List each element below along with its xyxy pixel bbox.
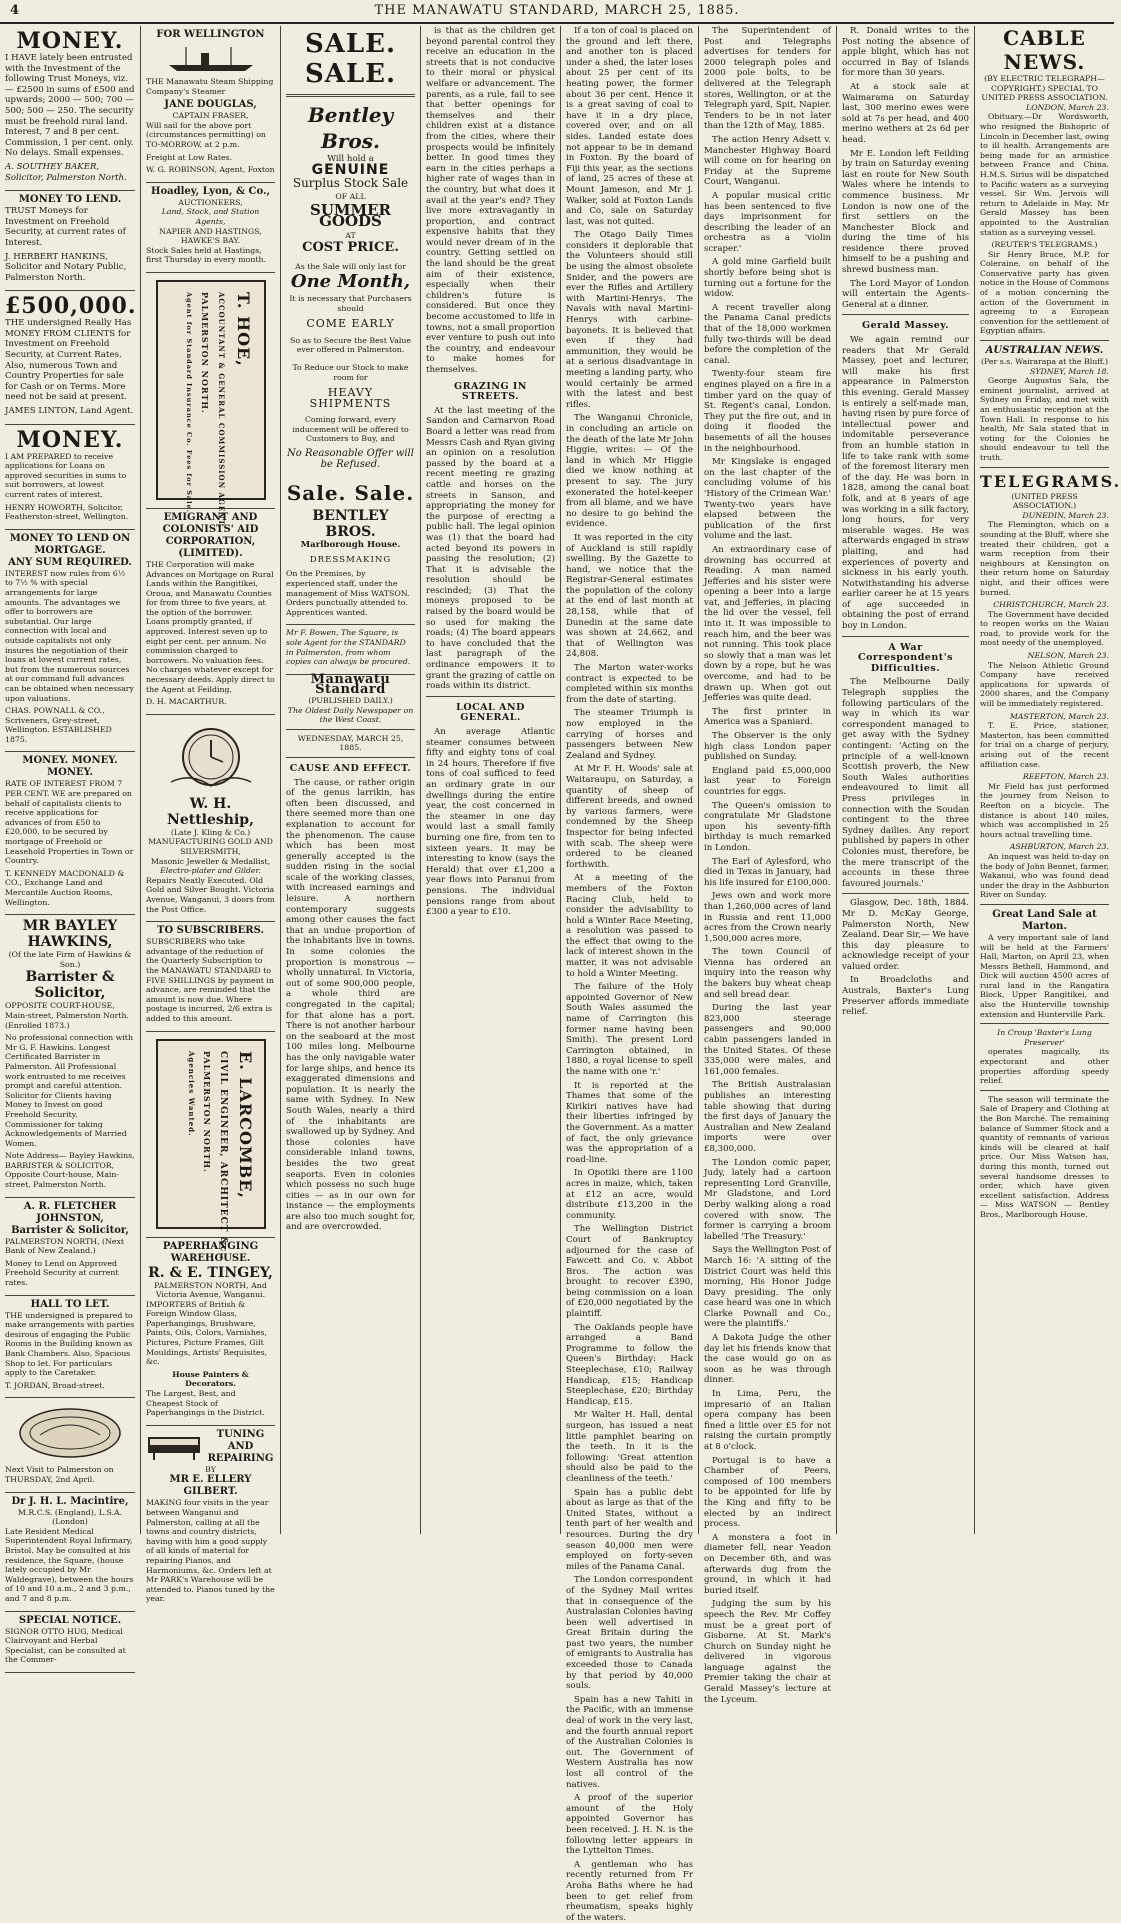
cause-continued: is that as the children get beyond parental control they receive an education in the streets that is not conducive to their moral or physical welfare or advancement. The parents, as a rule, fail to see that better openings for themselves and their children exist at a distance from the cities, where their prospects would be infinitely better. In good times they earn in the cities perhaps a higher rate of wages than in the country, but what does it avail at the year's end? They live more extravagantly in proportion, and contract expensive habits that they would never dream of in the country. Getting settled on the land should be the great aim of their existence, especially when their children's future is considered. But once they become accustomed to life in towns, not a small proportion ever venture to push out into the country, and endeavour to make homes for themselves.	[426, 26, 555, 375]
ship-captain: CAPTAIN FRASER,	[172, 111, 249, 121]
aus-title: AUSTRALIAN NEWS.	[985, 345, 1104, 357]
dentist-illustration	[15, 1405, 125, 1461]
nettleship-sub: (Late J. Kling & Co.)	[170, 827, 251, 837]
croup-body: operates magically, its expectorant and other properties affording speedy relief.	[980, 1047, 1109, 1086]
news-item-33: Jews own and work more than 1,260,000 acres of land in Russia and rent 11,000 acres from the Crown nearly 1,500,000 acres more.	[704, 891, 831, 944]
hawkins-sub: (Of the late Firm of Hawkins & Son.)	[8, 950, 132, 969]
news-item-30: England paid £5,000,000 last year to Foreign countries for eggs.	[704, 765, 831, 797]
johnston-address: PALMERSTON NORTH, (Next Bank of New Zealand.)	[5, 1236, 125, 1256]
news-item-48: Glasgow, Dec. 18th, 1884. Mr D. McKay George, Palmerston North, New Zealand. Dear Sir,— We have this day pleasure to acknowledge receipt of your valued order.	[842, 898, 969, 972]
subscribers-title: TO SUBSCRIBERS.	[157, 925, 264, 937]
local-body: An average Atlantic steamer consumes between fifty and eighty tons of coal in 24 hours. Therefore if five tons of coal sufficed to feed an ordinary grate in our dwellings during the entire year, the cost concerned in the steamer in one day would last a small family burning one fire, from ten to sixteen years. It may be interesting to know (says the Herald) that over £1,200 a year flows into Paranui from pensions. The individual pensions range from about £300 a year to £10.	[426, 727, 555, 918]
hall-body: THE undersigned is prepared to make arrangements with parties desirous of engaging the Public Rooms in the Building known as Bank Chambers. Also, Spacious Shop to let. For particulars apply to the Caretaker.	[5, 1310, 135, 1378]
last-for: As the Sale will only last for	[295, 261, 406, 271]
coming: Coming forward, every inducement will be offered to Customers to Buy, and	[292, 415, 409, 444]
ship-freight: Freight at Low Rates.	[146, 152, 233, 162]
hall-signature: T. JORDAN, Broad-street.	[5, 1380, 105, 1390]
ship-body: THE Manawatu Steam Shipping Company's Steamer	[146, 77, 274, 96]
news-item-8: At a meeting of the members of the Foxton Racing Club, held to consider the advisability to hold a Winter Race Meeting, a resolution was passed to the effect that owing to the lack of interest shown in the matter, it was not advisable to hold a Winter Meeting.	[566, 873, 693, 979]
news-item-26: Mr Kingslake is engaged on the last chapter of the concluding volume of his 'History of the Crimean War.' Twenty-two years have elapsed between the publication of the first volume and the last.	[704, 457, 831, 542]
nettleship-role3: Electro-plater and Gilder.	[160, 866, 261, 876]
news-item-4: It was reported in the city of Auckland is still rapidly swelling. By the Gazette to hand, we notice that the Registrar-General estimates the population of the colony at the end of last month at 28,158, while that of Dunedin at the same date was shown at 24,662, and that of Wellington was 24,808.	[566, 532, 693, 660]
surplus-label: Surplus Stock Sale	[292, 176, 409, 191]
news-item-22: A popular musical critic has been sentenced to five days imprisonment for describing the leader of an orchestra as a 'violin scraper.'	[704, 190, 831, 254]
at-label: AT	[345, 230, 356, 240]
tingey-address: PALMERSTON NORTH, And Victoria Avenue, Wanganui.	[154, 1280, 267, 1300]
news-item-40: In Lima, Peru, the impresario of an Italian opera company has been fined a little over £5 for not raising the curtain promptly at 8 o'clock.	[704, 1389, 831, 1452]
news-item-44: R. Donald writes to the Post noting the absence of apple blight, which has not occurred in Bay of Islands for more than 30 years.	[842, 26, 969, 79]
nelson-body: The Nelson Athletic Ground Company have received applications for upwards of 2000 shares, and the Company will be immediately registered.	[980, 660, 1109, 709]
money2-body: I AM PREPARED to receive applications for Loans on approved securities in sums to suit borrowers, at lowest current rates of interest.	[5, 451, 127, 499]
news-item-36: The British Australasian publishes an interesting table showing that during the first days of January the Australian and New Zealand imports were over £8,300,000.	[704, 1080, 831, 1154]
hoadley-sub: Land, Stock, and Station Agents,	[161, 207, 260, 226]
news-item-45: At a stock sale at Waimarama on Saturday last, 300 merino ewes were sold at 7s per head, and 400 merino wethers at 2s 6d per head.	[842, 81, 969, 145]
sydney-body: George Augustus Sala, the eminent journalist, arrived at Sydney on Friday, and met with an enthusiastic reception at the Town Hall. In response to his health, Mr Sala stated that in voting for the Colonies he should endeavour to tell the truth.	[980, 376, 1109, 462]
paper-name: Manawatu Standard	[310, 671, 391, 698]
reuter-body: Sir Henry Bruce, M.P. for Coleraine, on behalf of the Conservative party has given notice in the House of Commons of a motion concerning the action of the Government in agreeing to a European convention for the settlement of Egyptian affairs.	[980, 249, 1109, 336]
news-item-3: The Wanganui Chronicle, in concluding an article on the death of the late Mr John Higgie, writes: — Of the land in which Mr Higgie died we know nothing at present to say. The jury exonerated the hotel-keeper from all blame, and we have no desire to go behind the evidence.	[566, 413, 693, 530]
gilbert-ad	[146, 1426, 275, 1611]
sydney-dateline: SYDNEY, March 18.	[1030, 366, 1109, 376]
published: (PUBLISHED DAILY.)	[308, 695, 393, 705]
bentley-sale-ad	[286, 26, 415, 625]
column-1	[0, 26, 140, 1665]
oldest: The Oldest Daily Newspaper on the West Coast.	[287, 705, 414, 725]
hoadley-role: AUCTIONEERS,	[178, 197, 243, 207]
hoe-card-name: T. HOE,	[233, 291, 253, 367]
anysum-signature: CHAS. POWNALL & CO., Scriveners, Grey-street, Wellington. ESTABLISHED 1875.	[5, 706, 112, 744]
dressmaking: DRESSMAKING	[309, 554, 392, 565]
hoe-card-address: PALMERSTON NORTH.	[199, 291, 210, 414]
news-item-11: In Opotiki there are 1100 acres in maize, which, taken at £12 an acre, would distribute £13,200 in the community.	[566, 1168, 693, 1221]
ashburton-body: An inquest was held to-day on the body of John Bennet, farmer, Wakanui, who was found dead under the dray in the Ashburton River on Sunday.	[980, 851, 1109, 900]
agent-note-text: Mr F. Bowen, The Square, is sole Agent for the STANDARD in Palmerston, from whom copies can always be procured.	[286, 628, 411, 667]
no-offer: No Reasonable Offer will be Refused.	[287, 448, 414, 470]
genuine-label: GENUINE	[311, 161, 390, 178]
news-item-39: A Dakota Judge the other day let his friends know that the case would go on as soon as he was through dinner.	[704, 1333, 831, 1386]
news-item-25: Twenty-four steam fire engines played on a fire in a timber yard on the quay of St. Regent's canal, London. They put the fire out, and in doing it flooded the basements of all the houses in the neighbourhood.	[704, 369, 831, 454]
marlborough: Marlborough House.	[300, 540, 401, 551]
hoe-card-extra: Agent for Standard Insurance Co. Fees for Sale.	[184, 291, 193, 513]
mcintire-title: Dr J. H. L. Macintire,	[11, 1495, 129, 1507]
paper-title: PAPERHANGING	[162, 1240, 259, 1252]
money2-signature: HENRY HOWORTH, Solicitor, Featherston-street, Wellington.	[5, 502, 129, 522]
gilbert-body: MAKING four visits in the year between Wanganui and Palmerston, calling at all the towns and country districts, having with him a good supply of all kinds of material for repairing Pianos, and Harmoniums, &c. Orders left at Mr PARK's Warehouse will be attended to. Pianos tuned by the year.	[146, 1498, 275, 1604]
ship-sail: Will sail for the above port (circumstances permitting) on TO-MORROW, at 2 p.m.	[146, 120, 266, 149]
mcintire-sub: M.R.C.S. (England), L.S.A. (London)	[17, 1507, 123, 1527]
reduce: To Reduce our Stock to make room for	[292, 362, 409, 382]
subscribers-ad	[146, 922, 275, 1031]
massey-body: We again remind our readers that Mr Gerald Massey, poet and lecturer, will make his first appearance in Palmerston this evening. Gerald Massey is entirely a self-made man, having risen by pure force of intellectual power and indomitable perseverance from an humble station in life to take rank with some of the foremost literary men of the day. He was born in 1828, among the canal boat folk, and at 8 years of age was working in a silk factory, long hours, for very miserable wages. He was afterwards engaged in straw plaiting, and had experiences of poverty and sickness in his early youth. Notwithstanding his adverse earlier career he at 15 years of age succeeded in obtaining the post of errand boy in London.	[842, 335, 969, 632]
news-item-34: The town Council of Vienna has ordered an inquiry into the reason why the bakers buy wheat cheap and sell bread dear.	[704, 947, 831, 1000]
subscribers-body: SUBSCRIBERS who take advantage of the reduction of the Quarterly Subscription to the MANAWATU STANDARD to FIVE SHILLINGS by payment in advance, are reminded that the amount is now due. Where postage is incurred, 2/6 extra is added to this amount.	[146, 937, 274, 1023]
one-month: One Month,	[290, 271, 411, 293]
mcintire-ad	[5, 1493, 135, 1612]
tuning-title: TUNING AND REPAIRING	[207, 1428, 274, 1464]
ship-signature: W. G. ROBINSON, Agent, Foxton	[146, 165, 275, 175]
grazing-body: At the last meeting of the Sandon and Carnarvon Road Board a letter was read from Messrs Cash and Ryan giving an opinion on a resolution passed by the board at a recent meeting re grazing cattle and horses on the streets in Sanson, and appropriating the money for the purpose of erecting a public hall. The legal opinion was (1) that the board had acted beyond its powers in passing the resolution; (2) That it is advisable the resolution should be rescinded; (3) That the moneys proposed to be raised by the board would be so used for making the roads; (4) The board appears to have concluded that the last paragraph of the ordinance empowers it to grant the grazing of cattle on roads within its district.	[426, 405, 555, 692]
tingey-ad	[146, 1238, 275, 1426]
mcintire-body: Late Resident Medical Superintendent Royal Infirmary, Bristol. May be consulted at his residence, the Square, (house lately occupied by Mr Waldegrave), between the hours of 10 and 10 a.m., 2 and 3 p.m., and 7 and 8 p.m.	[5, 1526, 134, 1603]
dunedin-dateline: DUNEDIN, March 23.	[1022, 510, 1109, 520]
dunedin-body: The Flemington, which on a sounding at the Bluff, where she treated their children, got a warm reception from their neighbours at Kensington on their return home on Saturday night, and their offices were burned.	[980, 520, 1109, 597]
sale-title: SALE. SALE.	[304, 29, 397, 89]
news-item-32: The Earl of Aylesford, who died in Texas in January, had his life insured for £100,000.	[704, 856, 831, 888]
johnston-ad	[5, 1198, 135, 1296]
tingey-house: House Painters & Decorators.	[172, 1369, 249, 1389]
cause-title: CAUSE AND EFFECT.	[289, 762, 412, 774]
money-body: I HAVE lately been entrusted with the Investment of the following Trust Moneys, viz.— £2500 in sums of £500 and upwards; 2000 — 500; 700 — 500; 500 — 250. The security must be freehold rural land. Interest, 7 and 8 per cent. Commission, 1 per cent. only. No delays. Small expenses.	[5, 53, 135, 159]
column-4	[420, 26, 560, 1534]
mmm-signature: T. KENNEDY MACDONALD & CO., Exchange Land and Mercantile Auction Rooms, Wellington.	[5, 868, 125, 907]
telegrams-title: TELEGRAMS.	[980, 471, 1121, 491]
larcombe-card-role: CIVIL ENGINEER, ARCHITECT &c.,	[217, 1050, 228, 1260]
bon-marche-notice: The season will terminate the Sale of Drapery and Clothing at the Bon Marché. The remaining balance of Summer Stock and a quantity of remnants of various kinds will be cleared at half price. Our Miss Watson has, during this month, turned out several handsome dresses to order, which have given excellent satisfaction. Address — Miss WATSON — Bentley Bros., Marlborough House.	[980, 1094, 1109, 1219]
news-item-10: It is reported at the Thames that some of the Kirikiri natives have had their liberties infringed by the Government. As a matter of fact, the only grievance was the appropriation of a road-line.	[566, 1080, 693, 1165]
special-ad	[5, 1612, 135, 1673]
column-6	[698, 26, 836, 1705]
news-item-7: At Mr F. H. Woods' sale at Waitaraupu, on Saturday, a quantity of sheep of different breeds, and owned by various farmers, were condemned by the Sheep Inspector for being infected with scab. The sheep were ordered to be cleaned forthwith.	[566, 764, 693, 870]
paper-sub: WAREHOUSE.	[170, 1252, 251, 1264]
money-signature: A. SOUTHEY BAKER, Solicitor, Palmerston North.	[5, 161, 127, 183]
necessary: It is necessary that Purchasers should	[289, 293, 412, 313]
mortgage-title: MONEY TO LEND ON MORTGAGE.	[9, 532, 131, 556]
emigrant-signature: D. H. MACARTHUR.	[146, 697, 227, 707]
news-item-35: During the last year 823,000 steerage passengers and 90,000 cabin passengers landed in the United States. Of these 335,000 were males, and 161,000 females.	[704, 1003, 831, 1077]
linton-signature: JAMES LINTON, Land Agent.	[5, 406, 134, 417]
news-item-13: The Oaklands people have arranged a Band Programme to follow the Queen's Birthday: Hack Steeplechase, £10; Railway Handicap, £15; Handicap Steeplechase, £20; Birthday Handicap, £15.	[566, 1322, 693, 1407]
news-item-16: The London correspondent of the Sydney Mail writes that in consequence of the Australasian Colonies having been well advertised in Great Britain during the past two years, the number of emigrants to Australia has exceeded those to Canada by that period by 40,000 souls.	[566, 1575, 693, 1692]
piano-icon	[146, 1431, 202, 1461]
hawkins-ad	[5, 915, 135, 1197]
money-title: MONEY.	[16, 28, 124, 54]
will-hold: Will hold a	[327, 154, 374, 164]
gilbert-title: MR E. ELLERY GILBERT.	[169, 1474, 252, 1498]
reuter-title: (REUTER'S TELEGRAMS.)	[991, 240, 1098, 250]
hoadley-ad	[146, 183, 275, 273]
tingey-title: R. & E. TINGEY,	[148, 1264, 273, 1281]
column-3	[280, 26, 420, 1534]
hall-ad	[5, 1296, 135, 1399]
aus-sub: (Per s.s. Wairarapa at the Bluff.)	[980, 357, 1109, 367]
nettleship-title: W. H. Nettleship,	[167, 795, 254, 828]
cause-body: The cause, or rather origin of the genus larrikin, has often been discussed, and there seemed more than one explanation to account for the phenomenon. The cause which has been most generally accepted is the sudden rising in the social scale of the working classes, with increased earnings and leisure. A northern contemporary suggests among other causes the fact that an undue proportion of the inhabitants live in towns. In some colonies the proportion is monstrous — wholly unnatural. In Victoria, out of some 900,000 people, a whole third are congregated in the capital; for that alone has a port. There is not another harbour on the seaboard at the most 100 miles long. Melbourne has the only navigable water for large ships, and hence its exaggerated dimensions and population. It is nearly the same with Sydney. In New South Wales, nearly a third of the inhabitants are swallowed up by Sydney. And those colonies have considerable inland towns, besides the two great seaports. Even in colonies which possess no such huge cities — as in our own for instance — the employments are also too much sought for, and are overcrowded.	[286, 777, 415, 1233]
news-item-23: A gold mine Garfield built shortly before being shot is turning out a fortune for the widow.	[704, 257, 831, 300]
clock-illustration	[161, 722, 261, 792]
linton-body: THE undersigned Really Has MONEY FROM CLIENTS for Investment on Freehold Security, at Current Rates. Also, numerous Town and Country Properties for sale for Cash or on Terms. More need not be said at present.	[5, 318, 132, 403]
larcombe-card-extra: Agencies Wanted.	[186, 1050, 196, 1137]
hoe-card	[156, 280, 266, 529]
nettleship-role: MANUFACTURING GOLD AND SILVERSMITH,	[148, 837, 273, 856]
tingey-body: IMPORTERS of British & Foreign Window Glass, Paperhangings, Brushware, Paints, Oils, Colors, Varnishes, Pictures, Picture Frames, Gilt Mouldings, Artists' Requisites, &c.	[146, 1299, 268, 1367]
news-item-21: The action Henry Adsett v. Manchester Highway Board will come on for hearing on Friday at the Supreme Court, Wanganui.	[704, 134, 831, 188]
ship-name: JANE DOUGLAS,	[164, 99, 257, 111]
news-item-5: The Marton water-works contract is expected to be completed within six months from the date of starting.	[566, 663, 693, 705]
reefton-dateline: REEFTON, March 23.	[1022, 772, 1109, 782]
hoadley-address: NAPIER AND HASTINGS, HAWKE'S BAY.	[159, 226, 262, 246]
news-item-47: The Lord Mayor of London will entertain the Agents-General at a dinner.	[842, 278, 969, 310]
nettleship-role2: Masonic Jeweller & Medallist,	[150, 856, 271, 866]
emigrant-body: THE Corporation will make Advances on Mortgage on Rural Lands within the Rangitikei, Oroua, and Manawatu Counties for from three to five years, at the option of the borrower. Loans promptly granted, if approved. Interest seven up to eight per cent. per annum. No commission charged to borrowers. No valuation fees. No charges whatever except for necessary deeds. Apply direct to the Agent at Feilding,	[146, 559, 275, 694]
heavy-shipments: HEAVY SHIPMENTS	[309, 386, 392, 410]
news-item-6: The steamer Triumph is now employed in the carrying of horses and passengers between New Zealand and Sydney.	[566, 708, 693, 761]
hoe-card-role: ACCOUNTANT & GENERAL COMMISSION AGENT,	[216, 291, 226, 529]
wellington-title: FOR WELLINGTON	[156, 29, 265, 40]
bentley2-title: BENTLEY BROS.	[312, 508, 389, 541]
hawkins-body: No professional connection with Mr G. F. Hawkins. Longest Certificated Barrister in Palmerston. All Professional work entrusted to me receives prompt and careful attention. Solicitor for Clients having Money to Invest on good Freehold Security. Commissioner for taking Acknowledgements of Married Women.	[5, 1033, 133, 1148]
marton-title: Great Land Sale at Marton.	[992, 908, 1097, 932]
hoadley-title: Hoadley, Lyon, & Co.,	[151, 185, 270, 197]
masterton-dateline: MASTERTON, March 23.	[1009, 711, 1109, 721]
tuning-by: BY	[205, 1464, 216, 1474]
news-item-29: The Observer is the only high class London paper published on Sunday.	[704, 731, 831, 763]
telegrams-sub: (UNITED PRESS ASSOCIATION.)	[1011, 491, 1078, 511]
war-title: A War Correspondent's Difficulties.	[858, 641, 953, 674]
hawkins-address: OPPOSITE COURT-HOUSE, Main-street, Palmerston North. (Enrolled 1873.)	[5, 1001, 129, 1030]
mortgage-ad	[5, 530, 135, 753]
tingey-body2: The Largest, Best, and Cheapest Stock of Paperhangings in the District.	[146, 1389, 265, 1418]
hawkins-role: Barrister & Solicitor,	[25, 969, 115, 1002]
news-item-38: Says the Wellington Post of March 16: 'A sitting of the District Court was held this morning, His Honor Judge Davy presiding. The only case heard was one in which Clarke Pownall and Co., were the plaintiffs.'	[704, 1245, 831, 1330]
anysum-title: ANY SUM REQUIRED.	[8, 556, 132, 568]
lend-signature: J. HERBERT HANKINS, Solicitor and Notary Public, Palmerston North.	[5, 251, 127, 283]
masterton-body: T. E. Price, stationer, Masterton, has been committed for trial on a charge of perjury, arising out of the recent affiliation case.	[980, 721, 1109, 769]
lend-body: TRUST Moneys for Investment on Freehold Security, at current rates of Interest.	[5, 206, 126, 248]
news-item-37: The London comic paper, Judy, lately had a cartoon representing Lord Granville, Mr Gladstone, and Lord Derby walking along a road covered with snow. The former is carrying a broom labelled 'The Treasury.'	[704, 1157, 831, 1242]
news-item-49: In Broadcloths and Australs, Baxter's Lung Preserver affords immediate relief.	[842, 975, 969, 1018]
page-number: 4	[10, 3, 21, 18]
cable-sub: (BY ELECTRIC TELEGRAPH—COPYRIGHT.) SPECIAL TO UNITED PRESS ASSOCIATION.	[981, 74, 1108, 103]
johnston-body: Money to Lend on Approved Freehold Security at current rates.	[5, 1258, 119, 1288]
reefton-body: Mr Field has just performed the journey from Nelson to Reefton on a bicycle. The distance is about 140 miles, which was accomplished in 25 hours actual travelling time.	[980, 781, 1109, 839]
cause-article	[286, 764, 415, 1233]
grazing-title: GRAZING IN STREETS.	[454, 380, 527, 403]
johnston-role: Barrister & Solicitor,	[11, 1224, 129, 1236]
agent-note	[286, 625, 415, 674]
hoadley-body: Stock Sales held at Hastings, first Thursday in every month.	[146, 245, 267, 265]
masthead	[0, 0, 1114, 24]
column-8	[974, 26, 1121, 1534]
war-body: The Melbourne Daily Telegraph supplies the following particulars of the way in which its war correspondent managed to get away with the Sydney contingent: 'Acting on the principle of a well-known Scottish proverb, the New South Wales authorities endeavoured to limit all Press privileges in connection with the Soudan contingent to the three Sydney dailies. Any report published by papers in other Colonies must, therefore, be the mere transcript of the accounts in these three favoured journals.'	[842, 677, 969, 889]
summer-goods: SUMMER GOODS	[309, 201, 392, 230]
chch-body: The Government have decided to reopen works on the Waiau road, to provide work for the most needy of the unemployed.	[980, 609, 1109, 648]
news-item-12: The Wellington District Court of Bankruptcy adjourned for the case of Fawcett and Co. v. Abbot Bros. The action was brought to recover £390, being commission on a loan of £20,000 negotiated by the plaintiff.	[566, 1224, 693, 1320]
steamer-icon	[161, 45, 261, 73]
dress-body: On the Premises, by experienced staff, under the management of Miss WATSON. Orders punctually attended to. Apprentices wanted.	[286, 569, 410, 617]
emigrant-ad	[146, 509, 275, 715]
column-5	[560, 26, 698, 1923]
news-item-41: Portugal is to have a Chamber of Peers, composed of 100 members to be appointed for life by the King and fifty to be elected by an indirect process.	[704, 1455, 831, 1530]
hoe-card-ad	[146, 273, 275, 529]
cost-price: COST PRICE.	[302, 240, 399, 256]
news-item-19: A gentleman who has recently returned from Fr Aroha Baths where he had been to get relief from rheumatism, speaks highly of the waters.	[566, 1859, 693, 1923]
emigrant-title: EMIGRANT AND COLONISTS' AID CORPORATION, (LIMITED).	[162, 511, 259, 559]
dentist-ad	[5, 1398, 135, 1492]
anysum-body: INTEREST now rules from 6½ to 7½ % with special arrangements for large amounts. The advantages we offer to borrowers are substantial. Our large connection with local and outside capitalists not only insures the negotiation of their loans at lowest current rates, but from the numerous sources at our command full advances can be obtained when necessary upon valuations.	[5, 568, 134, 703]
news-item-20: The Superintendent of Post and Telegraphs advertises for tenders for 2000 telegraph poles and 2000 pole bolts, to be delivered at the Telegraph stores, Wellington, or at the Telegraph yard, Spit, Napier. Tenders to be in not later than the 12th of May, 1885.	[704, 26, 831, 132]
johnston-title: A. R. FLETCHER JOHNSTON,	[23, 1200, 117, 1224]
news-item-24: A recent traveller along the Panama Canal predicts that of the 18,000 workmen fully two-thirds will be dead before the completion of the canal.	[704, 302, 831, 366]
nelson-dateline: NELSON, March 23.	[1027, 651, 1109, 661]
cable-title: CABLE NEWS.	[1003, 26, 1086, 74]
news-item-31: The Queen's omission to congratulate Mr Gladstone upon his seventy-fifth birthday is much remarked in London.	[704, 800, 831, 853]
ship-ad	[146, 26, 275, 183]
linton-ad	[5, 291, 135, 424]
larcombe-card-name: E. LARCOMBE,	[235, 1050, 255, 1199]
nettleship-ad	[146, 715, 275, 922]
lend-ad	[5, 191, 135, 291]
mmm-ad	[5, 752, 135, 915]
mmm-body: RATE OF INTEREST FROM 7 PER CENT. WE are prepared on behalf of capitalists clients to receive applications for advances of from £50 to £20,000, to be secured by mortgage of Freehold or Leasehold Properties in Town or Country.	[5, 779, 134, 866]
news-item-1: If a ton of coal is placed on the ground and left there, and another ton is placed under a shed, the later loses about 25 per cent of its heating power, the former about 36 per cent. Hence it is a great saving of coal to have it in a dry place, covered over, and on all sides. Landed estate does not appear to be in demand in Foxton. By the board of Fiji this year, as the sections of land, 25 acres of these at Mount Jameson, and Mr J. Walker, sold at Foxton Lands and Co, sale on Saturday last, was not quited.	[566, 26, 693, 227]
news-item-17: Spain has a new Tahiti in the Pacific, with an immense deal of work in the very last, and the fourth annual report of the Australian Colonies is out. The Government of Western Australia has now lost all control of the natives.	[566, 1694, 693, 1790]
mmm-title: MONEY. MONEY. MONEY.	[22, 755, 118, 779]
column-2	[140, 26, 280, 1604]
lend-title: MONEY TO LEND.	[18, 194, 122, 206]
news-item-46: Mr E. London left Feilding by train on Saturday evening last en route for New South Wales where he intends to commence business. Mr London is now one of the first settlers on the Manchester Block and during the time of his residence there proved himself to be a pushing and shrewd business man.	[842, 148, 969, 276]
dentist-visit: Next Visit to Palmerston on THURSDAY, 2nd April.	[5, 1465, 114, 1484]
money-ad	[5, 26, 135, 191]
bentley-title: Bentley Bros.	[307, 103, 394, 153]
news-item-27: An extraordinary case of drowning has occurred at Reading. A man named Jefferies and his sister were opening a beer into a large vat, and Jefferies, in placing the lid over the vessel, fell into it. It was impossible to reach him, and the beer was not running. This took place so slowly that a man was let down by a rope, but he was overcome, and had to be drawn up. When got out Jefferies was quite dead.	[704, 544, 831, 704]
money2-ad	[5, 425, 135, 530]
croup-title: In Croup 'Baxter's Lung Preserver'	[997, 1028, 1092, 1047]
sale2-title: Sale. Sale.	[286, 481, 415, 506]
hall-title: HALL TO LET.	[30, 1298, 110, 1310]
hawkins-note: Note Address— Bayley Hawkins, BARRISTER & SOLICITOR, Opposite Court-house, Main-street, Palmerston North.	[5, 1151, 135, 1190]
special-title: SPECIAL NOTICE.	[18, 1614, 122, 1626]
news-item-28: The first printer in America was a Spaniard.	[704, 706, 831, 728]
larcombe-card-address: PALMERSTON NORTH.	[201, 1050, 212, 1173]
news-item-15: Spain has a public debt about as large as that of the United States, without a tenth part of her wealth and resources. During the dry season 40,000 men were employed on forty-seven miles of the Panama Canal.	[566, 1487, 693, 1572]
nettleship-body: Repairs Neatly Executed. Old Gold and Silver Bought. Victoria Avenue, Wanganui, 3 doors from the Post Office.	[146, 875, 275, 914]
news-item-9: The failure of the Holy appointed Governor of New South Wales assumed the name of Carrington (his former name having been Smith). The present Lord Carrington obtained, in 1880, a royal license to spell the name with one 'r.'	[566, 982, 693, 1077]
issue-date: WEDNESDAY, MARCH 25, 1885.	[297, 733, 404, 753]
special-body: SIGNOR OTTO HUG, Medical Clairvoyant and Herbal Specialist, can be consulted at the Commer-	[5, 1626, 126, 1665]
news-item-43: Judging the sum by his speech the Rev. Mr Coffey must be a great port of Gisborne. At St. Mark's Church on Sunday night he delivered in vigorous language against the Premier taking the chair at Gerald Massey's lecture at the Lyceum.	[704, 1599, 831, 1705]
secure: So as to Secure the Best Value ever offered in Palmerston.	[289, 335, 411, 355]
massey-title: Gerald Massey.	[861, 320, 950, 332]
local-title: LOCAL AND GENERAL.	[456, 701, 525, 724]
big-sum-title: £500,000.	[5, 293, 137, 320]
marton-body: A very important sale of land will be held at the Farmers' Hall, Marton, on April 23, when Messrs Bethell, Hammond, and Dick will auction 4500 acres of rural land in the Rangatira Block, Upper Rangitikei, and also the Hunterville township extension and Hunterville Park.	[980, 932, 1109, 1019]
london-dateline: LONDON, March 23.	[1026, 102, 1109, 112]
come-early: COME EARLY	[306, 317, 395, 331]
hawkins-title: MR BAYLEY HAWKINS,	[22, 918, 118, 951]
paper-nameplate	[286, 671, 415, 758]
chch-dateline: CHRISTCHURCH, March 23.	[993, 600, 1109, 610]
ashburton-dateline: ASHBURTON, March 23.	[1009, 842, 1109, 852]
newspaper-title: THE MANAWATU STANDARD, MARCH 25, 1885.	[374, 3, 740, 18]
news-item-42: A monstera a foot in diameter fell, near Yeadon on December 6th, and was afterwards dug from the ground, in which it had buried itself.	[704, 1532, 831, 1596]
news-item-2: The Otago Daily Times considers it deplorable that the Volunteers should still be using the almost obsolete Snider, and the powers are ever the Rifles and Artillery with Martini-Henrys. The Navals with naval Martini-Henrys with carbine-bayonets. It is believed that even if they had ammunition, they would be at a serious disadvantage in meeting a landing party, who would certainly be armed with the latest and best rifles.	[566, 230, 693, 410]
london-body: Obituary.—Dr Wordsworth, who resigned the Bishopric of Lincoln in December last, owing to ill health. Arrangements are being made for an armistice between France and China. H.M.S. Sirius will be dispatched to Pacific waters as a surveying vessel. Sir Wm. Jervois will return to Adelaide in May. Mr Gerald Massey has been appointed to the Australian station as a surveying vessel.	[980, 112, 1109, 237]
of-all-label: OF ALL	[335, 191, 366, 201]
news-item-18: A proof of the superior amount of the Holy appointed Governor has been received. J. H. N. is the following letter appears in the Lyttelton Times.	[566, 1793, 693, 1857]
news-item-14: Mr Walter H. Hall, dental surgeon, has issued a neat little pamphlet bearing on the teeth. In it is the following: 'Great attention should also be paid to the cleanliness of the teeth.'	[566, 1410, 693, 1484]
column-7	[836, 26, 974, 1534]
money2-title: MONEY.	[16, 426, 124, 453]
